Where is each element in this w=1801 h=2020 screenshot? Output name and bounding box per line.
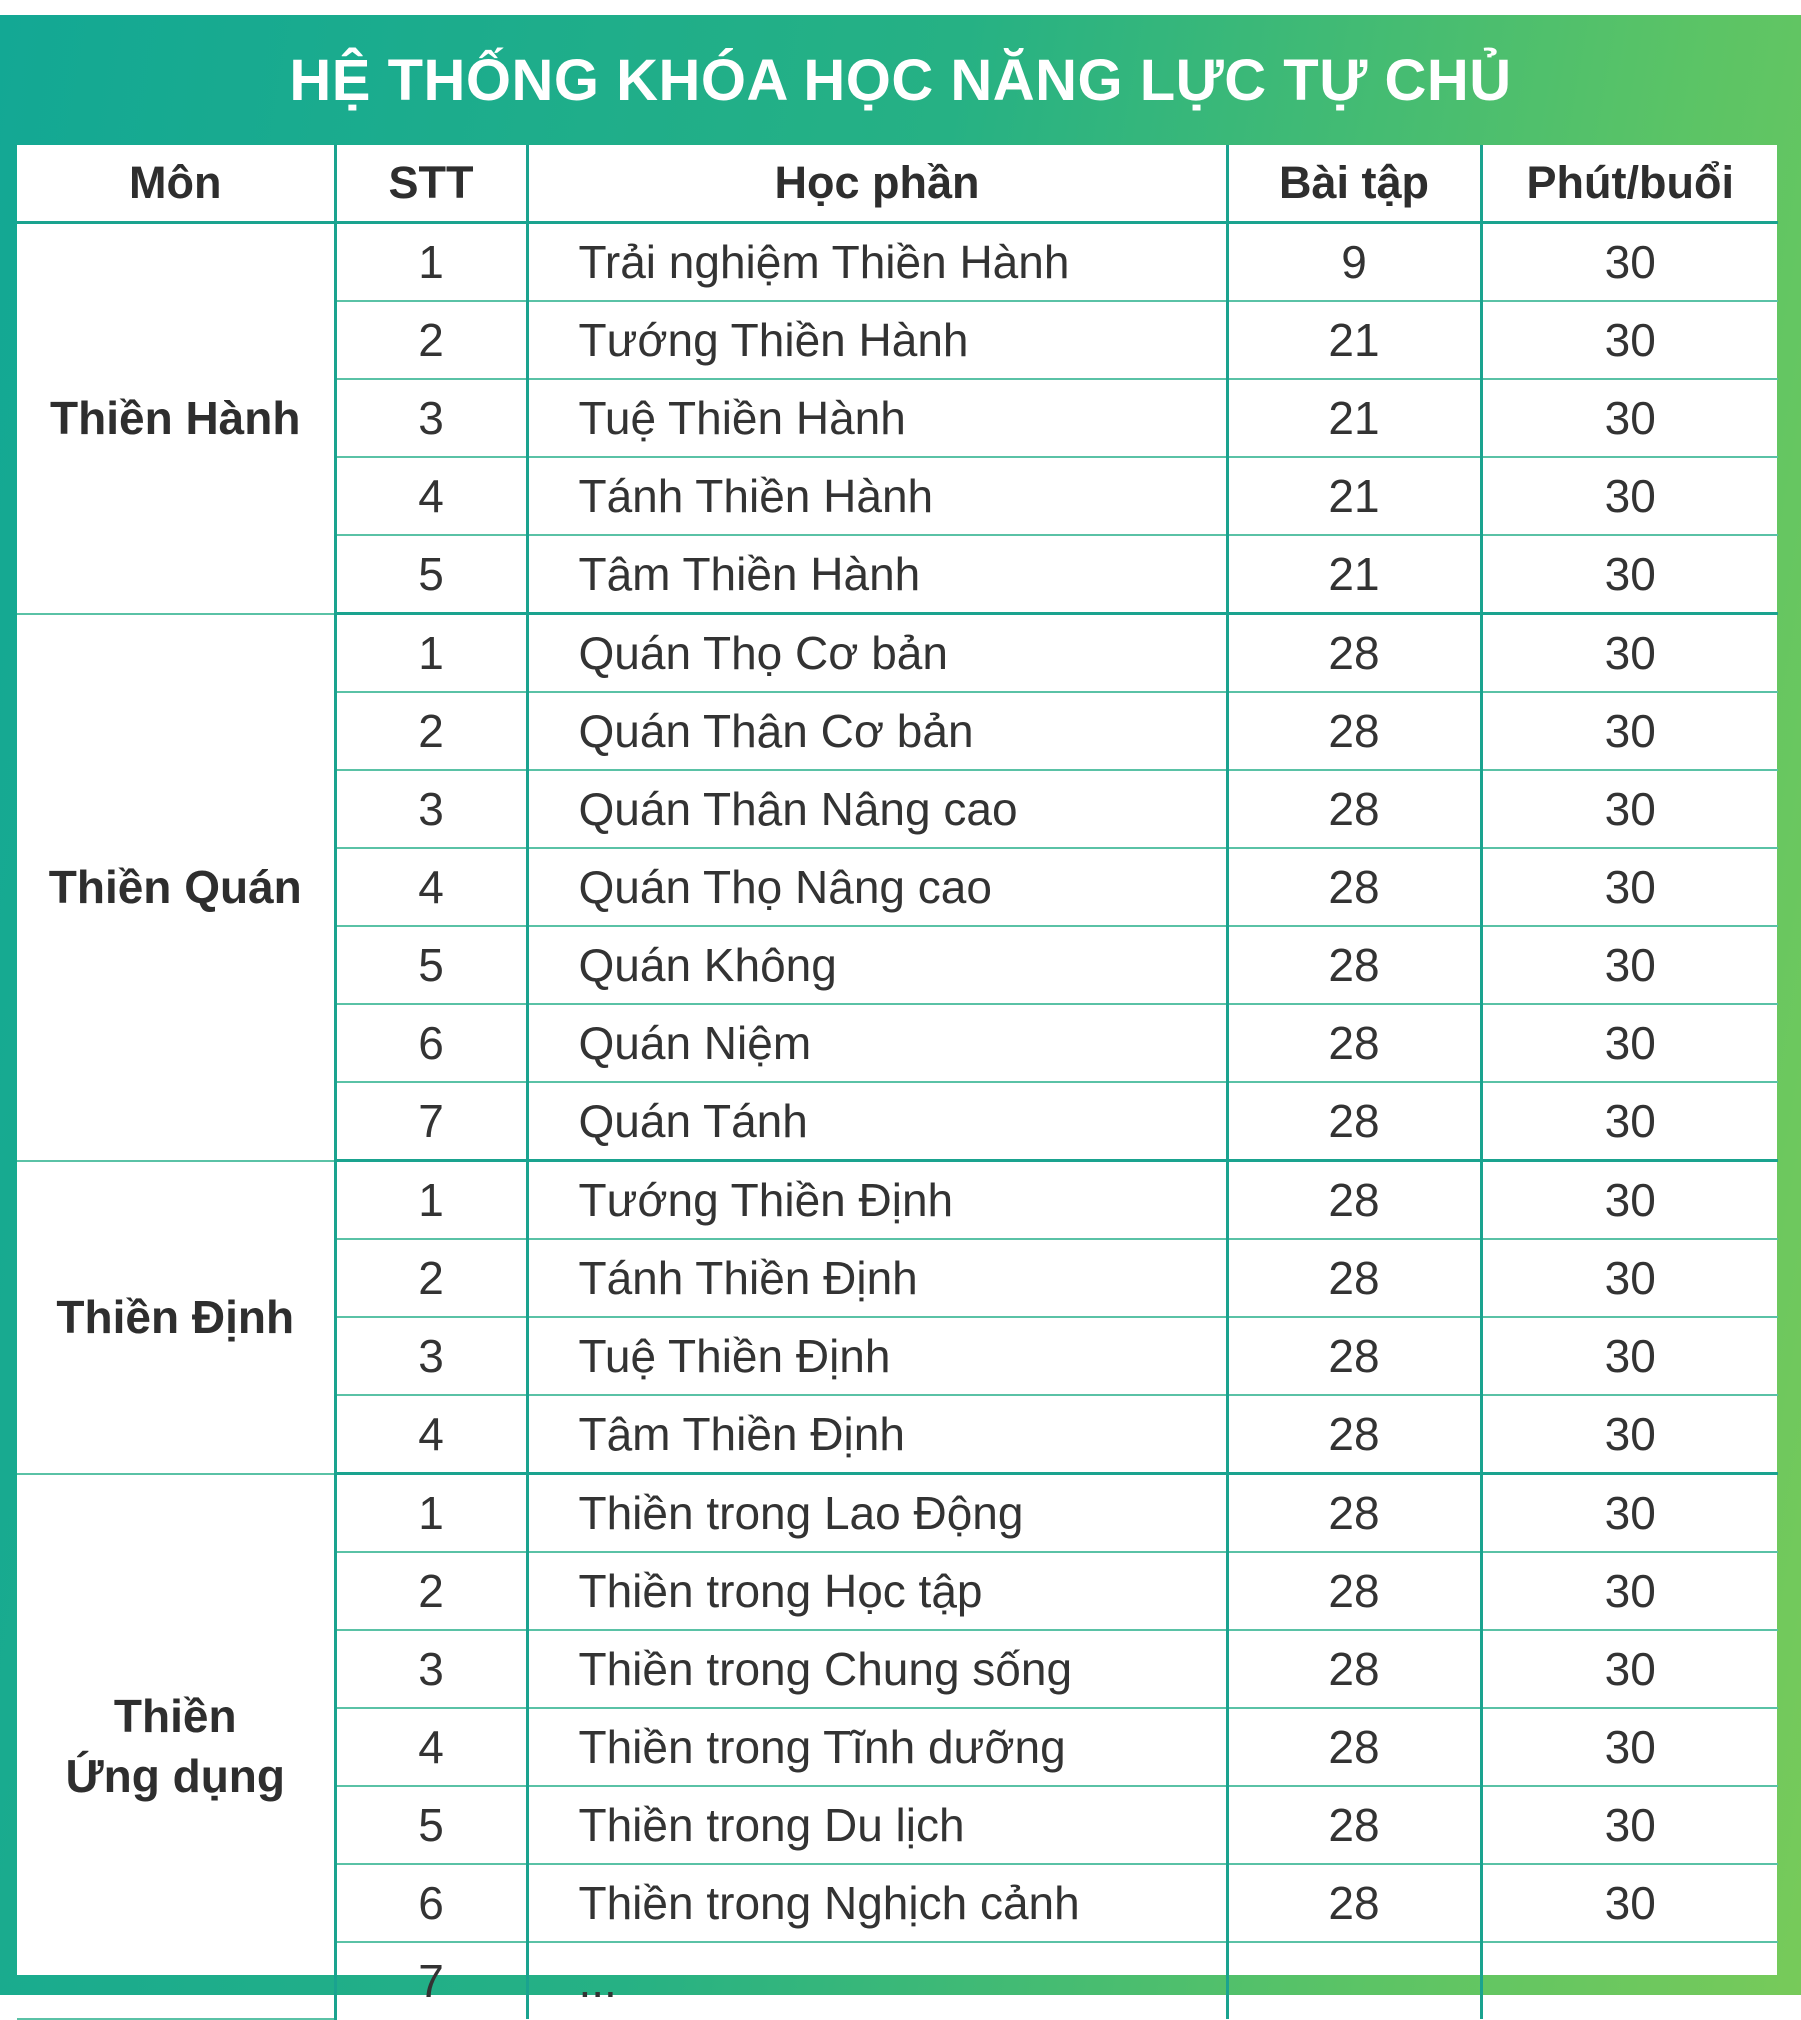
stt-cell: 3: [335, 379, 527, 457]
minutes-cell: 30: [1481, 1395, 1778, 1474]
course-table: [17, 145, 1778, 2020]
exercises-cell: 28: [1227, 1004, 1481, 1082]
minutes-cell: 30: [1481, 1082, 1778, 1161]
minutes-cell: 30: [1481, 770, 1778, 848]
module-cell: Tâm Thiền Hành: [527, 535, 1227, 614]
subject-cell-thien-hanh: Thiền Hành: [17, 223, 335, 614]
stt-cell: 2: [335, 692, 527, 770]
exercises-cell: 28: [1227, 1395, 1481, 1474]
exercises-cell: [1227, 1942, 1481, 2019]
page-title: HỆ THỐNG KHÓA HỌC NĂNG LỰC TỰ CHỦ: [289, 47, 1512, 113]
exercises-cell: 28: [1227, 1082, 1481, 1161]
subject-line-1: Thiền: [113, 1690, 237, 1743]
stt-cell: 3: [335, 770, 527, 848]
minutes-cell: 30: [1481, 692, 1778, 770]
module-cell: Thiền trong Nghịch cảnh: [527, 1864, 1227, 1942]
stt-cell: 1: [335, 1474, 527, 1553]
minutes-cell: 30: [1481, 1552, 1778, 1630]
minutes-cell: 30: [1481, 1474, 1778, 1553]
stt-cell: 2: [335, 1239, 527, 1317]
course-table-frame: [0, 15, 1801, 2007]
module-cell: Quán Thọ Cơ bản: [527, 614, 1227, 693]
minutes-cell: 30: [1481, 223, 1778, 302]
exercises-cell: 28: [1227, 848, 1481, 926]
module-cell: Quán Thân Cơ bản: [527, 692, 1227, 770]
stt-cell: 1: [335, 1161, 527, 1240]
stt-cell: 5: [335, 1786, 527, 1864]
exercises-cell: 21: [1227, 301, 1481, 379]
minutes-cell: 30: [1481, 1786, 1778, 1864]
stt-cell: 1: [335, 223, 527, 302]
exercises-cell: 28: [1227, 1708, 1481, 1786]
exercises-cell: 21: [1227, 457, 1481, 535]
stt-cell: 7: [335, 1942, 527, 2019]
minutes-cell: 30: [1481, 1630, 1778, 1708]
exercises-cell: 28: [1227, 1161, 1481, 1240]
table-row: [17, 223, 1778, 302]
minutes-cell: 30: [1481, 1161, 1778, 1240]
subject-cell-thien-dinh: Thiền Định: [17, 1161, 335, 1474]
module-cell: Tướng Thiền Hành: [527, 301, 1227, 379]
subject-cell-thien-quan: Thiền Quán: [17, 614, 335, 1161]
header-subject: Môn: [17, 145, 335, 223]
exercises-cell: 21: [1227, 379, 1481, 457]
stt-cell: 6: [335, 1864, 527, 1942]
stt-cell: 4: [335, 457, 527, 535]
subject-line-2: Ứng dụng: [65, 1750, 286, 1803]
minutes-cell: 30: [1481, 535, 1778, 614]
stt-cell: 6: [335, 1004, 527, 1082]
stt-cell: 1: [335, 614, 527, 693]
minutes-cell: 30: [1481, 379, 1778, 457]
exercises-cell: 28: [1227, 1317, 1481, 1395]
minutes-cell: 30: [1481, 1317, 1778, 1395]
module-cell: Tướng Thiền Định: [527, 1161, 1227, 1240]
subject-cell-thien-ung-dung: [17, 1474, 335, 2020]
table-row: [17, 1474, 1778, 1553]
exercises-cell: 28: [1227, 614, 1481, 693]
module-cell: Thiền trong Du lịch: [527, 1786, 1227, 1864]
minutes-cell: 30: [1481, 1239, 1778, 1317]
module-cell: Thiền trong Chung sống: [527, 1630, 1227, 1708]
stt-cell: 4: [335, 1708, 527, 1786]
exercises-cell: 28: [1227, 1552, 1481, 1630]
exercises-cell: 28: [1227, 770, 1481, 848]
minutes-cell: 30: [1481, 926, 1778, 1004]
stt-cell: 3: [335, 1630, 527, 1708]
exercises-cell: 28: [1227, 1786, 1481, 1864]
exercises-cell: 28: [1227, 1474, 1481, 1553]
minutes-cell: 30: [1481, 457, 1778, 535]
minutes-cell: 30: [1481, 1004, 1778, 1082]
exercises-cell: 28: [1227, 1239, 1481, 1317]
module-cell: Quán Tánh: [527, 1082, 1227, 1161]
module-cell: Tâm Thiền Định: [527, 1395, 1227, 1474]
stt-cell: 4: [335, 1395, 527, 1474]
table-header-row: [17, 145, 1778, 223]
stt-cell: 3: [335, 1317, 527, 1395]
module-cell: Tuệ Thiền Định: [527, 1317, 1227, 1395]
module-cell: Tánh Thiền Hành: [527, 457, 1227, 535]
minutes-cell: 30: [1481, 848, 1778, 926]
header-module: Học phần: [527, 145, 1227, 223]
module-cell: ...: [527, 1942, 1227, 2019]
stt-cell: 5: [335, 926, 527, 1004]
minutes-cell: 30: [1481, 301, 1778, 379]
stt-cell: 7: [335, 1082, 527, 1161]
header-stt: STT: [335, 145, 527, 223]
minutes-cell: [1481, 1942, 1778, 2019]
exercises-cell: 21: [1227, 535, 1481, 614]
table-row: [17, 614, 1778, 693]
module-cell: Tánh Thiền Định: [527, 1239, 1227, 1317]
exercises-cell: 9: [1227, 223, 1481, 302]
header-minutes: Phút/buổi: [1481, 145, 1778, 223]
stt-cell: 5: [335, 535, 527, 614]
stt-cell: 2: [335, 301, 527, 379]
module-cell: Quán Không: [527, 926, 1227, 1004]
module-cell: Quán Niệm: [527, 1004, 1227, 1082]
exercises-cell: 28: [1227, 1864, 1481, 1942]
module-cell: Quán Thọ Nâng cao: [527, 848, 1227, 926]
module-cell: Tuệ Thiền Hành: [527, 379, 1227, 457]
table-sheet: [17, 145, 1777, 2007]
module-cell: Trải nghiệm Thiền Hành: [527, 223, 1227, 302]
module-cell: Thiền trong Lao Động: [527, 1474, 1227, 1553]
exercises-cell: 28: [1227, 1630, 1481, 1708]
module-cell: Quán Thân Nâng cao: [527, 770, 1227, 848]
table-row: [17, 1161, 1778, 1240]
stt-cell: 4: [335, 848, 527, 926]
stt-cell: 2: [335, 1552, 527, 1630]
minutes-cell: 30: [1481, 614, 1778, 693]
module-cell: Thiền trong Tĩnh dưỡng: [527, 1708, 1227, 1786]
exercises-cell: 28: [1227, 926, 1481, 1004]
minutes-cell: 30: [1481, 1864, 1778, 1942]
module-cell: Thiền trong Học tập: [527, 1552, 1227, 1630]
header-exercises: Bài tập: [1227, 145, 1481, 223]
minutes-cell: 30: [1481, 1708, 1778, 1786]
exercises-cell: 28: [1227, 692, 1481, 770]
